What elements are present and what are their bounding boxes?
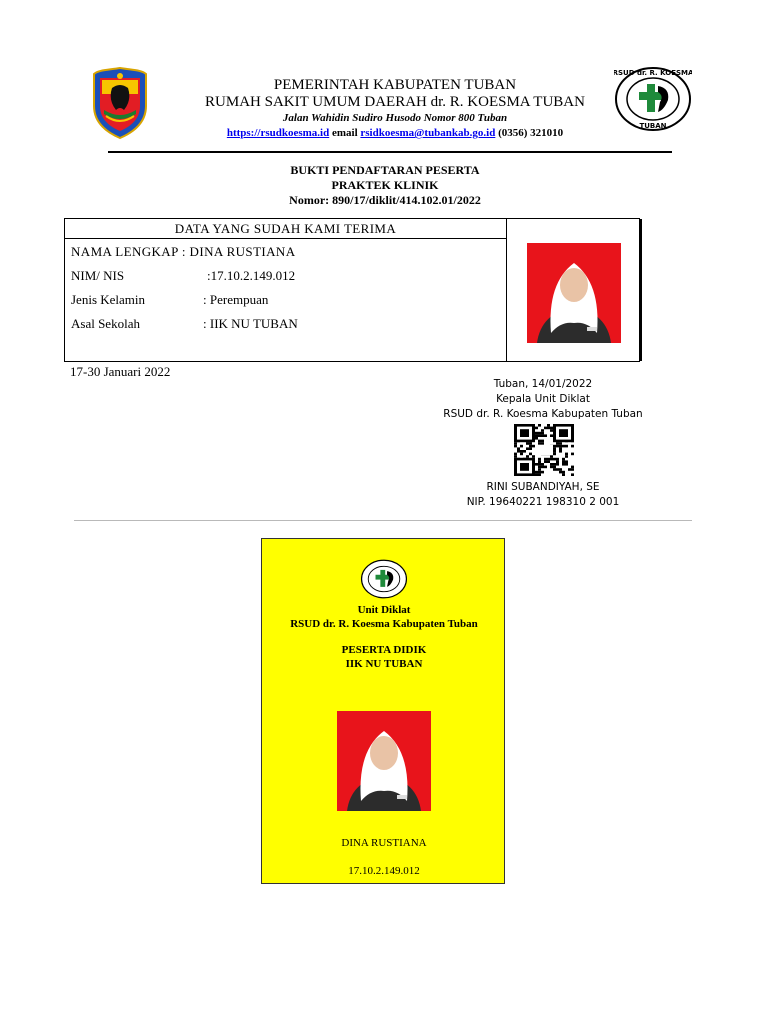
row-label-school: Asal Sekolah — [71, 316, 140, 331]
row-value-nim: :17.10.2.149.012 — [207, 268, 296, 283]
signature-block — [418, 377, 668, 422]
regency-emblem-logo — [92, 66, 148, 140]
table-row — [71, 292, 269, 308]
card-hospital-seal-logo — [360, 559, 408, 599]
qr-code — [514, 424, 574, 476]
row-label-gender: Jenis Kelamin — [71, 292, 146, 307]
signer-identity — [418, 480, 668, 510]
registration-data-table — [64, 218, 640, 362]
table-row — [71, 244, 296, 260]
row-value-gender: : Perempuan — [203, 292, 269, 307]
card-role-label: PESERTA DIDIK — [341, 644, 427, 656]
row-label-name: NAMA LENGKAP : DINA RUSTIANA — [71, 244, 296, 259]
contact-line — [200, 126, 590, 141]
document-title — [200, 163, 570, 208]
table-heading: DATA YANG SUDAH KAMI TERIMA — [174, 221, 397, 236]
card-hospital: RSUD dr. R. Koesma Kabupaten Tuban — [290, 618, 478, 630]
table-right-edge — [640, 219, 642, 361]
title-line-2: PRAKTEK KLINIK — [331, 178, 439, 192]
table-header-divider — [65, 238, 506, 239]
government-name: PEMERINTAH KABUPATEN TUBAN — [273, 77, 517, 93]
table-row — [71, 268, 296, 284]
email-label: email — [331, 127, 358, 139]
svg-text:TUBAN: TUBAN — [639, 122, 667, 130]
hospital-name: RUMAH SAKIT UMUM DAERAH dr. R. KOESMA TUBAN — [205, 94, 585, 110]
card-role — [262, 643, 506, 671]
table-column-divider — [506, 219, 507, 361]
place-date: Tuban, 14/01/2022 — [493, 378, 593, 390]
participant-photo — [527, 243, 621, 343]
section-separator — [74, 520, 692, 521]
practice-period: 17-30 Januari 2022 — [70, 364, 171, 379]
card-participant-nim: 17.10.2.149.012 — [348, 865, 420, 877]
row-label-nim: NIM/ NIS — [71, 268, 125, 283]
hospital-seal-logo — [614, 66, 692, 132]
row-value-school: : IIK NU TUBAN — [203, 316, 298, 331]
card-institution — [262, 603, 506, 631]
signer-institution: RSUD dr. R. Koesma Kabupaten Tuban — [443, 408, 643, 420]
table-row — [71, 316, 298, 332]
document-number: Nomor: 890/17/diklit/414.102.01/2022 — [289, 193, 481, 207]
phone-number: (0356) 321010 — [498, 127, 564, 139]
card-participant-photo — [337, 711, 431, 811]
signer-position: Kepala Unit Diklat — [496, 393, 590, 405]
card-participant-name: DINA RUSTIANA — [341, 837, 427, 849]
signer-name: RINI SUBANDIYAH, SE — [486, 481, 600, 493]
hospital-address: Jalan Wahidin Sudiro Husodo Nomor 800 Tuban — [282, 112, 508, 124]
letterhead-divider — [108, 151, 672, 153]
participant-id-card — [261, 538, 505, 884]
signer-nip: NIP. 19640221 198310 2 001 — [466, 496, 620, 508]
title-line-1: BUKTI PENDAFTARAN PESERTA — [290, 163, 480, 177]
email-link[interactable]: rsidkoesma@tubankab.go.id — [360, 127, 496, 139]
svg-text:RSUD dr. R. KOESMA: RSUD dr. R. KOESMA — [614, 69, 692, 77]
website-link[interactable]: https://rsudkoesma.id — [226, 127, 330, 139]
letterhead — [200, 77, 590, 141]
card-school: IIK NU TUBAN — [345, 658, 423, 670]
card-unit: Unit Diklat — [357, 604, 411, 616]
